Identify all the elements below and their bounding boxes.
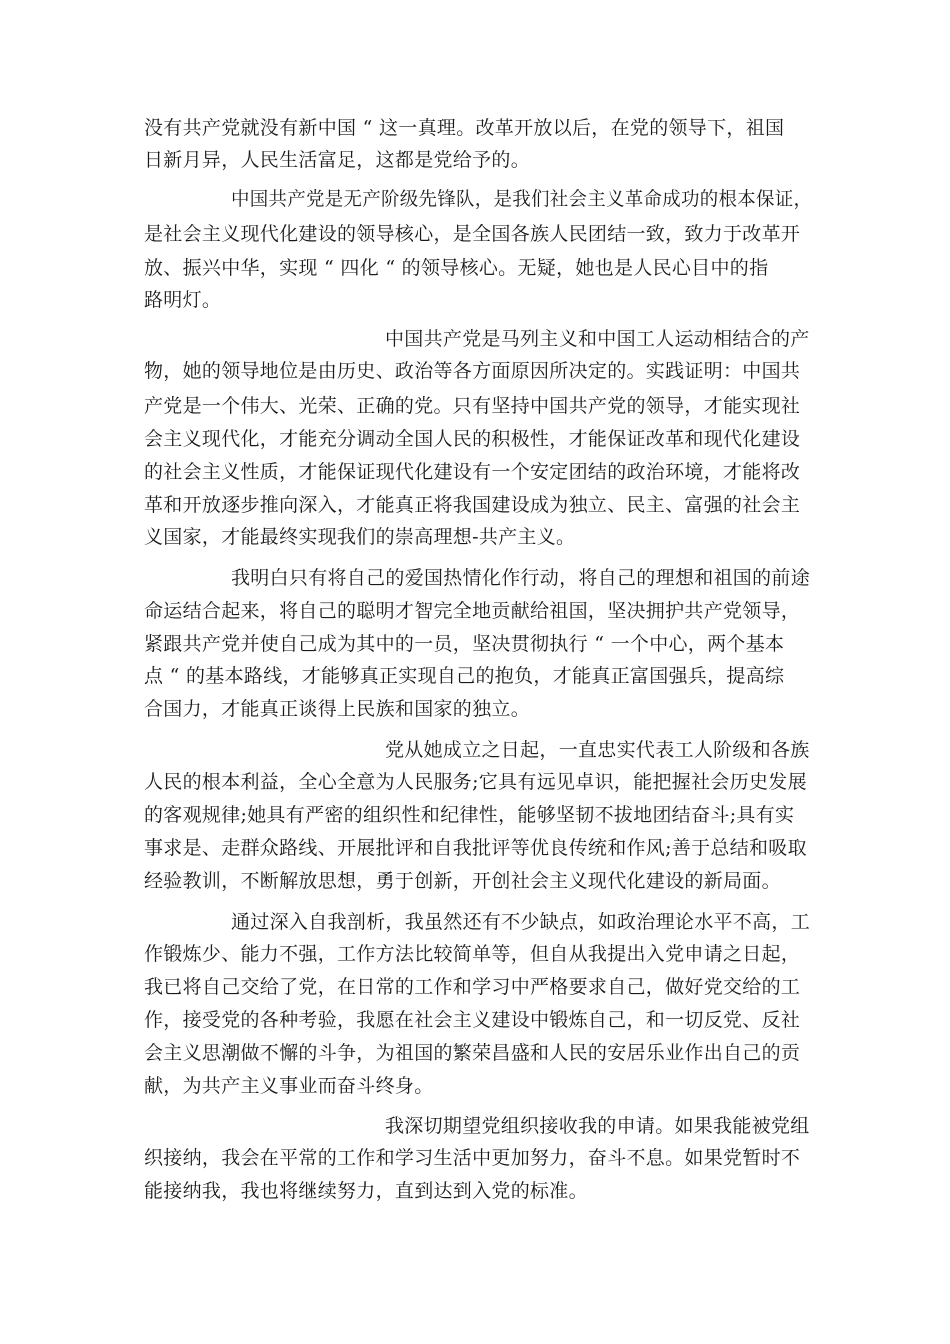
- paragraph-7-line-2: 织接纳，我会在平常的工作和学习生活中更加努力，奋斗不息。如果党暂时不: [144, 1147, 801, 1169]
- paragraph-5-line-1: 党从她成立之日起，一直忠实代表工人阶级和各族: [385, 739, 810, 761]
- paragraph-3-line-7: 义国家，才能最终实现我们的崇高理想-共产主义。: [144, 526, 576, 548]
- paragraph-3-line-4: 会主义现代化，才能充分调动全国人民的积极性，才能保证改革和现代化建设: [144, 428, 801, 450]
- paragraph-3-line-3: 产党是一个伟大、光荣、正确的党。只有坚持中国共产党的领导，才能实现社: [144, 395, 801, 417]
- paragraph-4-line-5: 合国力，才能真正谈得上民族和国家的独立。: [144, 698, 531, 720]
- paragraph-3-line-6: 革和开放逐步推向深入，才能真正将我国建设成为独立、民主、富强的社会主: [144, 494, 801, 516]
- paragraph-3-line-2: 物，她的领导地位是由历史、政治等各方面原因所决定的。实践证明：中国共: [144, 360, 801, 382]
- paragraph-3-line-5: 的社会主义性质，才能保证现代化建设有一个安定团结的政治环境，才能将改: [144, 461, 801, 483]
- paragraph-4-line-1: 我明白只有将自己的爱国热情化作行动，将自己的理想和祖国的前途: [231, 567, 811, 589]
- paragraph-6-line-1: 通过深入自我剖析，我虽然还有不少缺点，如政治理论水平不高，工: [231, 911, 811, 933]
- paragraph-6-line-3: 我已将自己交给了党，在日常的工作和学习中严格要求自己，做好党交给的工: [144, 976, 801, 998]
- paragraph-6-line-4: 作，接受党的各种考验，我愿在社会主义建设中锻炼自己，和一切反党、反社: [144, 1009, 801, 1031]
- paragraph-2-line-4: 路明灯。: [144, 289, 222, 311]
- paragraph-5-line-4: 事求是、走群众路线、开展批评和自我批评等优良传统和作风;善于总结和吸取: [144, 837, 807, 859]
- paragraph-6-line-2: 作锻炼少、能力不强，工作方法比较简单等，但自从我提出入党申请之日起，: [144, 943, 801, 965]
- paragraph-7-line-1: 我深切期望党组织接收我的申请。如果我能被党组: [385, 1115, 810, 1137]
- paragraph-5-line-5: 经验教训，不断解放思想，勇于创新，开创社会主义现代化建设的新局面。: [144, 870, 781, 892]
- paragraph-6-line-5: 会主义思潮做不懈的斗争，为祖国的繁荣昌盛和人民的安居乐业作出自己的贡: [144, 1042, 801, 1064]
- paragraph-4-line-3: 紧跟共产党并使自己成为其中的一员，坚决贯彻执行 “ 一个中心，两个基本: [144, 633, 785, 655]
- paragraph-1-line-1: 没有共产党就没有新中国 “ 这一真理。改革开放以后，在党的领导下，祖国: [144, 117, 785, 139]
- paragraph-5-line-2: 人民的根本利益，全心全意为人民服务;它具有远见卓识，能把握社会历史发展: [144, 771, 807, 793]
- paragraph-4-line-4: 点 “ 的基本路线，才能够真正实现自己的抱负，才能真正富国强兵，提高综: [144, 665, 785, 687]
- paragraph-1-line-2: 日新月异，人民生活富足，这都是党给予的。: [144, 149, 531, 171]
- paragraph-2-line-2: 是社会主义现代化建设的领导核心，是全国各族人民团结一致，致力于改革开: [144, 223, 801, 245]
- paragraph-4-line-2: 命运结合起来，将自己的聪明才智完全地贡献给祖国，坚决拥护共产党领导，: [144, 600, 801, 622]
- paragraph-7-line-3: 能接纳我，我也将继续努力，直到达到入党的标准。: [144, 1180, 588, 1202]
- paragraph-6-line-6: 献，为共产主义事业而奋斗终身。: [144, 1075, 434, 1097]
- paragraph-2-line-3: 放、振兴中华，实现 “ 四化 “ 的领导核心。无疑，她也是人民心目中的指: [144, 257, 769, 279]
- paragraph-2-line-1: 中国共产党是无产阶级先锋队，是我们社会主义革命成功的根本保证，: [231, 188, 813, 210]
- paragraph-3-line-1: 中国共产党是马列主义和中国工人运动相结合的产: [385, 328, 810, 350]
- paragraph-5-line-3: 的客观规律;她具有严密的组织性和纪律性，能够坚韧不拔地团结奋斗;具有实: [144, 804, 795, 826]
